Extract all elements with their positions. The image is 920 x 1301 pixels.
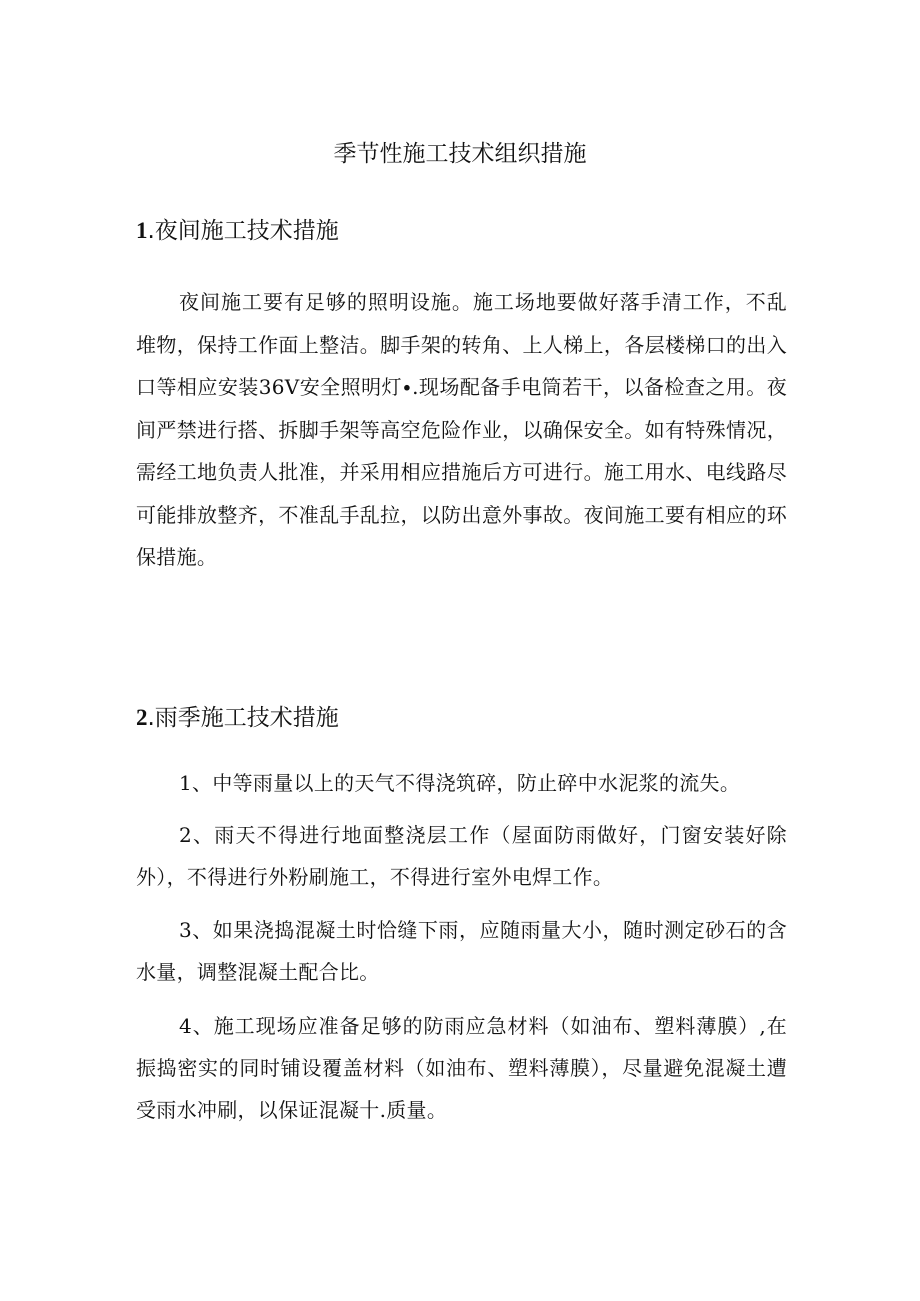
- rain-measure-item: 2、雨天不得进行地面整浇层工作（屋面防雨做好，门窗安装好除外），不得进行外粉刷施工，不得进行室外电焊工作。: [136, 823, 787, 889]
- section-title: .夜间施工技术措施: [147, 218, 339, 244]
- section-number: 1: [136, 218, 148, 243]
- section-heading-night: [136, 215, 339, 247]
- document-title: 季节性施工技术组织措施: [333, 141, 587, 167]
- section-number: 2: [136, 705, 148, 730]
- section-heading-rain: [136, 702, 339, 734]
- rain-measure-item: 3、如果浇捣混凝土时恰缝下雨，应随雨量大小，随时测定砂石的含水量，调整混凝土配合比。: [136, 918, 787, 984]
- paragraph-night-measures: 夜间施工要有足够的照明设施。施工场地要做好落手清工作，不乱堆物，保持工作面上整洁。脚手架的转角、上人梯上，各层楼梯口的出入口等相应安装36V安全照明灯∙.现场配备手电筒若干，以备检查之用。夜间严禁进行搭、拆脚手架等高空危险作业，以确保安全。如有特殊情况，需经工地负责人批准，并采用相应措施后方可进行。施工用水、电线路尽可能排放整齐，不准乱手乱拉，以防出意外事故。夜间施工要有相应的环保措施。: [136, 290, 787, 569]
- rain-measure-item: 1、中等雨量以上的天气不得浇筑碎，防止碎中水泥浆的流失。: [179, 771, 741, 795]
- section-title: .雨季施工技术措施: [147, 705, 339, 731]
- rain-measure-item: 4、施工现场应准备足够的防雨应急材料（如油布、塑料薄膜）,在振捣密实的同时铺设覆盖材料（如油布、塑料薄膜），尽量避免混凝土遭受雨水冲刷，以保证混凝十.质量。: [136, 1014, 787, 1122]
